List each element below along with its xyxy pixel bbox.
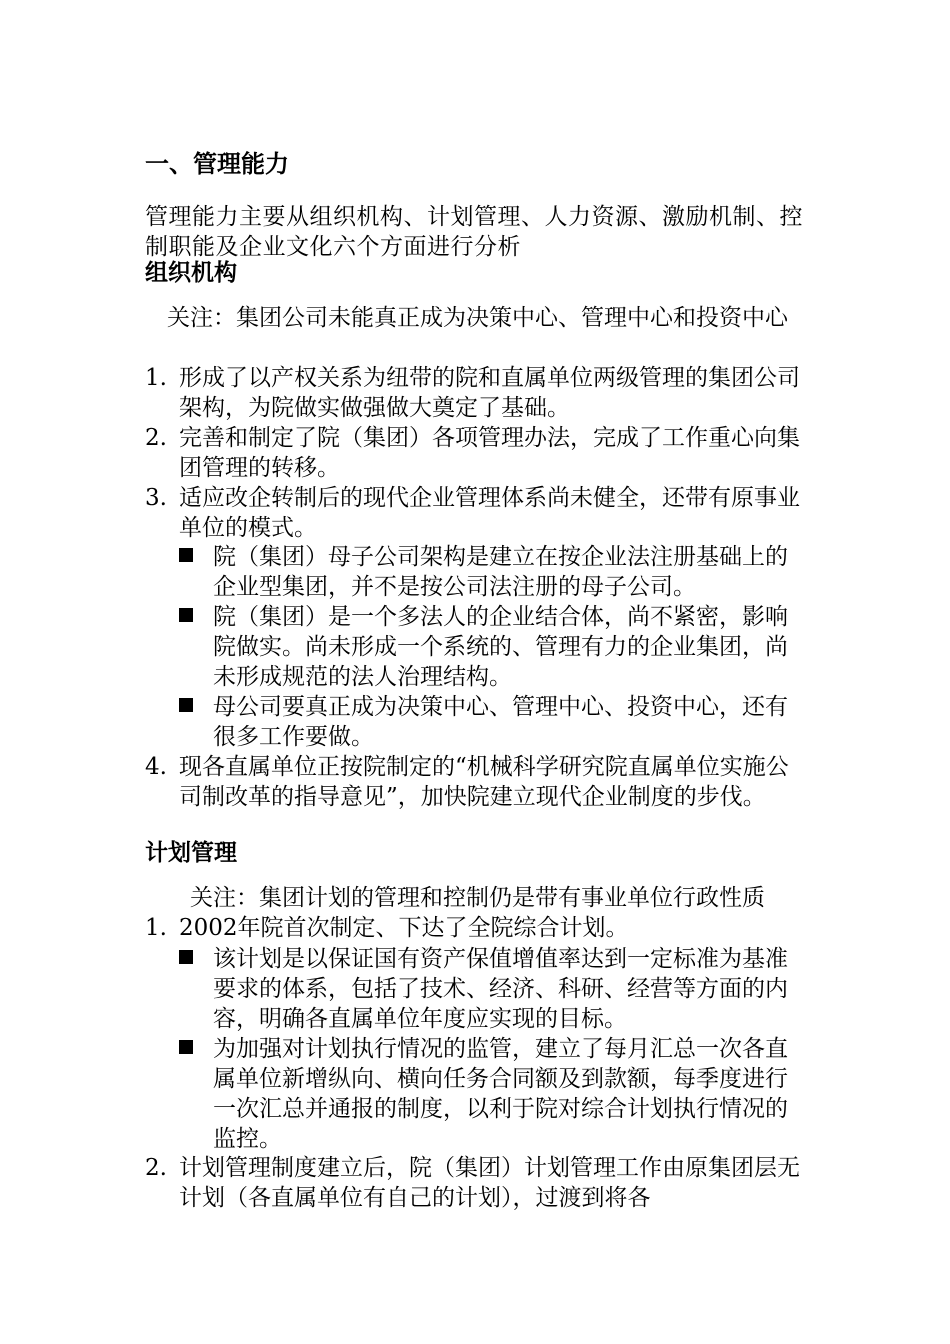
org-item-4 <box>145 752 810 812</box>
item-number: 1. <box>145 915 167 941</box>
item-number: 1. <box>145 365 167 391</box>
intro-paragraph: 管理能力主要从组织机构、计划管理、人力资源、激励机制、控制职能及企业文化六个方面进行分析 <box>145 204 803 260</box>
subitem-text: 院（集团）是一个多法人的企业结合体，尚不紧密，影响院做实。尚未形成一个系统的、管理有力的企业集团，尚未形成规范的法人治理结构。 <box>213 604 788 690</box>
org-subitem-2 <box>179 602 810 692</box>
plan-item-1 <box>145 913 810 943</box>
item-text: 适应改企转制后的现代企业管理体系尚未健全，还带有原事业单位的模式。 <box>179 485 800 541</box>
org-note: 关注：集团公司未能真正成为决策中心、管理中心和投资中心 <box>167 305 788 331</box>
item-text: 完善和制定了院（集团）各项管理办法，完成了工作重心向集团管理的转移。 <box>179 425 800 481</box>
org-item-3 <box>145 483 810 543</box>
subitem-text: 母公司要真正成为决策中心、管理中心、投资中心，还有很多工作要做。 <box>213 694 788 750</box>
org-subitem-3 <box>179 692 810 752</box>
item-number: 3. <box>145 485 167 511</box>
item-text: 计划管理制度建立后，院（集团）计划管理工作由原集团层无计划（各直属单位有自己的计划），过渡到将各 <box>179 1155 800 1211</box>
item-text: 2002年院首次制定、下达了全院综合计划。 <box>179 915 629 941</box>
item-number: 4. <box>145 754 167 780</box>
plan-item-2 <box>145 1153 810 1213</box>
org-item-2 <box>145 423 810 483</box>
subitem-text: 院（集团）母子公司架构是建立在按企业法注册基础上的企业型集团，并不是按公司法注册的母子公司。 <box>213 544 788 600</box>
subitem-text: 该计划是以保证国有资产保值增值率达到一定标准为基准要求的体系，包括了技术、经济、科研、经营等方面的内容，明确各直属单位年度应实现的目标。 <box>213 946 788 1032</box>
org-subitem-1 <box>179 542 810 602</box>
square-bullet-icon <box>179 698 193 712</box>
subitem-text: 为加强对计划执行情况的监管，建立了每月汇总一次各直属单位新增纵向、横向任务合同额及到款额，每季度进行一次汇总并通报的制度，以利于院对综合计划执行情况的监控。 <box>213 1036 788 1152</box>
plan-subitem-1 <box>179 944 810 1034</box>
plan-heading: 计划管理 <box>145 840 237 866</box>
org-item-1 <box>145 363 810 423</box>
plan-subitem-2 <box>179 1034 810 1154</box>
item-number: 2. <box>145 425 167 451</box>
item-number: 2. <box>145 1155 167 1181</box>
item-text: 现各直属单位正按院制定的“机械科学研究院直属单位实施公司制改革的指导意见”，加快院建立现代企业制度的步伐。 <box>179 754 789 810</box>
section-heading: 一、管理能力 <box>145 150 289 178</box>
square-bullet-icon <box>179 950 193 964</box>
square-bullet-icon <box>179 608 193 622</box>
square-bullet-icon <box>179 1040 193 1054</box>
item-text: 形成了以产权关系为纽带的院和直属单位两级管理的集团公司架构，为院做实做强做大奠定了基础。 <box>179 365 800 421</box>
square-bullet-icon <box>179 548 193 562</box>
plan-note: 关注：集团计划的管理和控制仍是带有事业单位行政性质 <box>190 885 765 911</box>
org-heading: 组织机构 <box>145 260 237 286</box>
